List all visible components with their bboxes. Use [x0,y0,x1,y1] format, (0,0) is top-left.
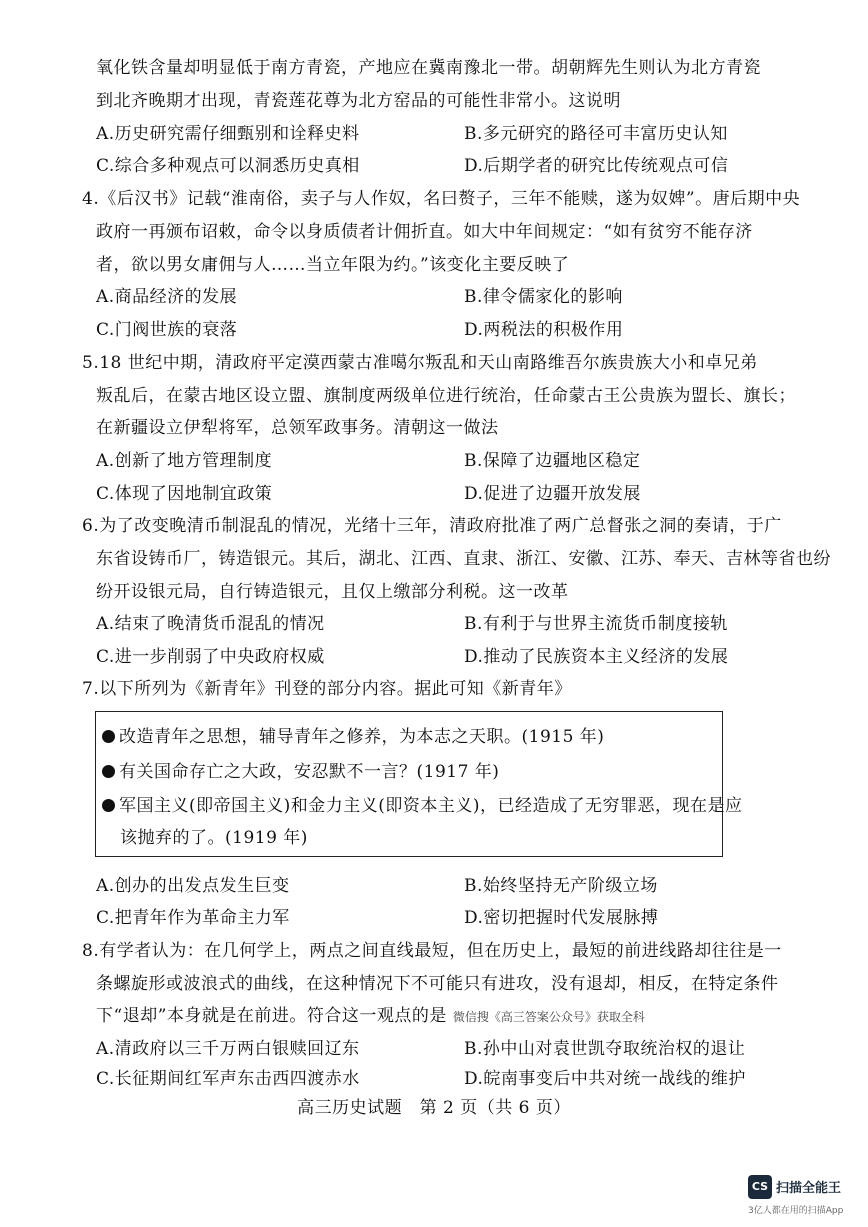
q6-option-a: A.结束了晚清货币混乱的情况 [96,614,325,634]
promo-note: 微信搜《高三答案公众号》获取全科 [452,1010,645,1024]
q6-stem-line-1: 6.为了改变晚清币制混乱的情况，光绪十三年，清政府批准了两广总督张之洞的奏请，于广 [82,516,782,536]
q8-stem-text: 下“退却”本身就是在前进。符合这一观点的是 [96,1006,447,1026]
q7-option-a: A.创办的出发点发生巨变 [96,876,290,896]
quote-item-1917 [102,760,499,784]
q4-option-b: B.律令儒家化的影响 [464,287,623,307]
camscanner-logo-icon: CS [748,1175,772,1199]
q5-option-c: C.体现了因地制宜政策 [96,484,273,504]
q8-stem-line-3 [96,1004,645,1029]
q5-stem-line-3: 在新疆设立伊犁将军，总领军政事务。清朝这一做法 [96,418,499,438]
q3-option-d: D.后期学者的研究比传统观点可信 [464,156,729,176]
q7-option-d: D.密切把握时代发展脉搏 [464,908,659,928]
quote-item-1919-cont: 该抛弃的了。(1919 年) [120,828,308,848]
q7-stem: 7.以下所列为《新青年》刊登的部分内容。据此可知《新青年》 [82,679,572,699]
q8-option-c: C.长征期间红军声东击西四渡赤水 [96,1069,360,1089]
q4-option-d: D.两税法的积极作用 [464,320,624,340]
q6-option-b: B.有利于与世界主流货币制度接轨 [464,614,728,634]
q4-option-c: C.门阀世族的衰落 [96,320,238,340]
q4-option-a: A.商品经济的发展 [96,287,238,307]
q4-stem-line-2: 政府一再颁布诏敕，命令以身质债者计佣折直。如大中年间规定：“如有贫穷不能存济 [96,222,753,242]
q5-option-d: D.促进了边疆开放发展 [464,484,641,504]
q7-option-c: C.把青年作为革命主力军 [96,908,290,928]
q6-option-c: C.进一步削弱了中央政府权威 [96,647,325,667]
q8-stem-line-1: 8.有学者认为：在几何学上，两点之间直线最短，但在历史上，最短的前进线路却往往是一 [82,941,782,961]
q3-option-c: C.综合多种观点可以洞悉历史真相 [96,156,360,176]
q5-stem-line-1: 5.18 世纪中期，清政府平定漠西蒙古准噶尔叛乱和天山南路维吾尔族贵族大小和卓兄弟 [82,353,758,373]
q6-stem-line-3: 纷开设银元局，自行铸造银元，且仅上缴部分利税。这一改革 [96,582,569,602]
q6-stem-line-2: 东省设铸币厂，铸造银元。其后，湖北、江西、直隶、浙江、安徽、江苏、奉天、吉林等省也纷 [96,549,831,569]
quote-text: 改造青年之思想，辅导青年之修养，为本志之天职。(1915 年) [119,727,605,747]
bullet-icon [102,799,115,812]
q3-option-b: B.多元研究的路径可丰富历史认知 [464,124,728,144]
scanner-watermark [748,1175,858,1219]
q4-stem-line-3: 者，欲以男女庸佣与人……当立年限为约。”该变化主要反映了 [96,255,570,275]
q8-stem-line-2: 条螺旋形或波浪式的曲线，在这种情况下不可能只有进攻，没有退却，相反，在特定条件 [96,974,779,994]
q7-option-b: B.始终坚持无产阶级立场 [464,876,658,896]
bullet-icon [102,765,115,778]
quote-item-1919 [102,794,743,818]
q4-stem-line-1: 4.《后汉书》记载“淮南俗，卖子与人作奴，名曰赘子，三年不能赎，遂为奴婢”。唐后期中央 [82,189,801,209]
q3-option-a: A.历史研究需仔细甄别和诠释史料 [96,124,360,144]
q3-stem-line-1: 氧化铁含量却明显低于南方青瓷，产地应在冀南豫北一带。胡朝辉先生则认为北方青瓷 [96,58,761,78]
watermark-tagline: 3亿人都在用的扫描App [748,1206,844,1216]
q5-option-b: B.保障了边疆地区稳定 [464,451,641,471]
q3-stem-line-2: 到北齐晚期才出现，青瓷莲花尊为北方窑品的可能性非常小。这说明 [96,91,621,111]
q8-option-d: D.皖南事变后中共对统一战线的维护 [464,1069,746,1089]
q8-option-a: A.清政府以三千万两白银赎回辽东 [96,1039,360,1059]
quote-item-1915 [102,725,604,749]
q6-option-d: D.推动了民族资本主义经济的发展 [464,647,729,667]
q8-option-b: B.孙中山对袁世凯夺取统治权的退让 [464,1039,746,1059]
quote-text: 军国主义(即帝国主义)和金力主义(即资本主义)，已经造成了无穷罪恶，现在是应 [119,796,743,816]
q5-option-a: A.创新了地方管理制度 [96,451,273,471]
watermark-app-name: 扫描全能王 [776,1181,842,1196]
page-footer: 高三历史试题 第 2 页（共 6 页） [297,1098,571,1118]
q5-stem-line-2: 叛乱后，在蒙古地区设立盟、旗制度两级单位进行统治，任命蒙古王公贵族为盟长、旗长； [96,386,796,406]
quote-text: 有关国命存亡之大政，安忍默不一言？(1917 年) [119,762,500,782]
bullet-icon [102,730,115,743]
